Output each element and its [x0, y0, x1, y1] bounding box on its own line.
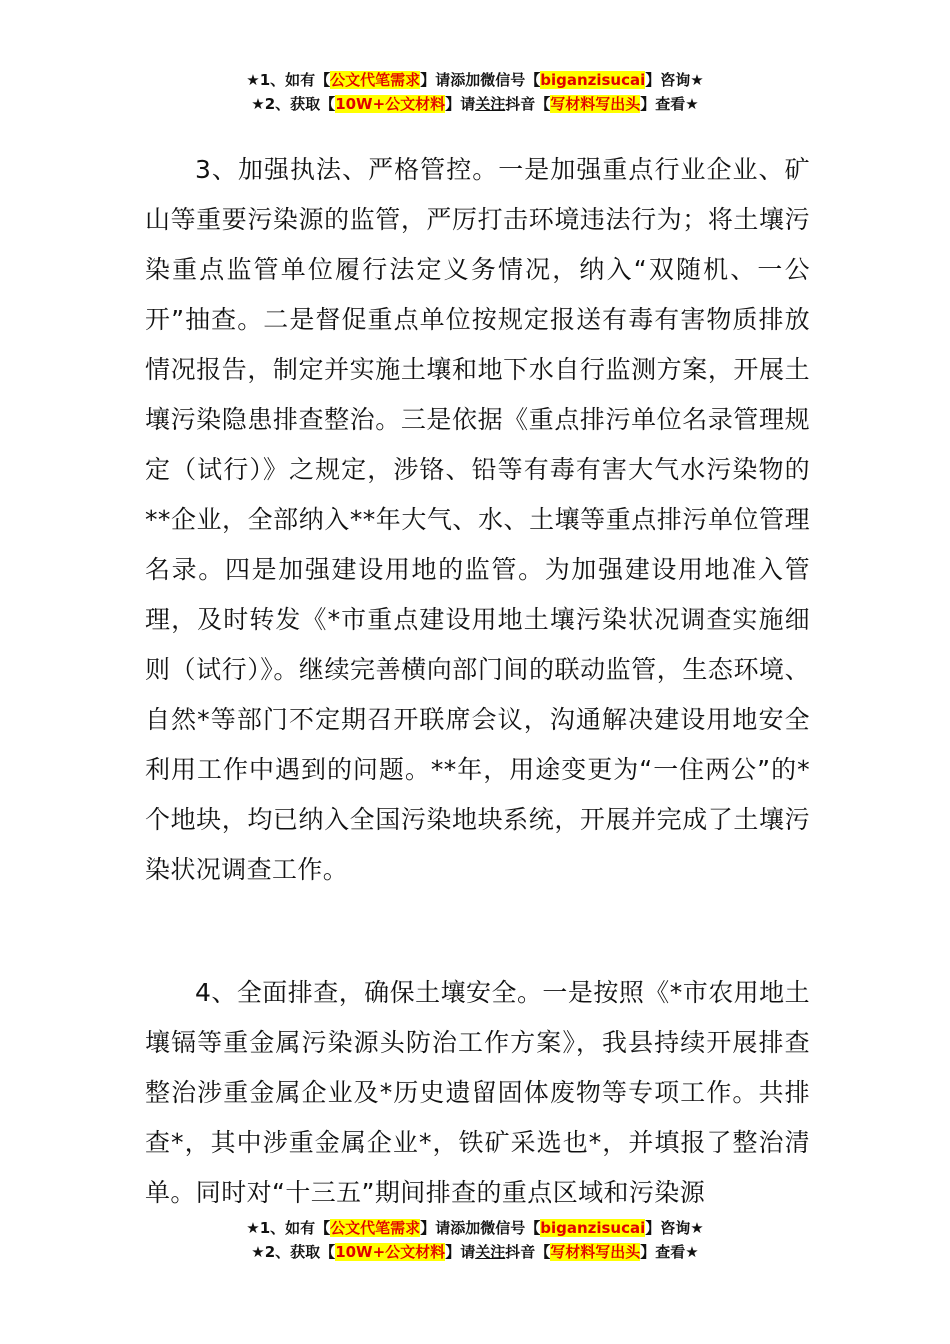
- banner-text: 】请添加微信号【: [420, 1219, 541, 1237]
- banner-text: 】查看★: [640, 1243, 699, 1261]
- footer-banner: [0, 1216, 950, 1264]
- banner-line-2: [0, 92, 950, 116]
- highlight-materials: 10W+公文材料: [335, 1243, 446, 1261]
- banner-text: 】查看★: [640, 95, 699, 113]
- highlight-materials: 10W+公文材料: [335, 95, 446, 113]
- banner-text: 抖音【: [505, 1243, 551, 1261]
- underlined-follow: 关注: [475, 95, 506, 113]
- banner-text: ★1、如有【: [246, 71, 331, 89]
- banner-text: 】请: [445, 95, 476, 113]
- header-banner: [0, 68, 950, 116]
- banner-text: 】咨询★: [645, 71, 704, 89]
- highlight-service: 公文代笔需求: [330, 1219, 421, 1237]
- highlight-wechat-id: biganzisucai: [540, 71, 646, 89]
- paragraph-3: 3、加强执法、严格管控。一是加强重点行业企业、矿山等重要污染源的监管，严厉打击环境违法行为；将土壤污染重点监管单位履行法定义务情况，纳入“双随机、一公开”抽查。二是督促重点单位按规定报送有毒有害物质排放情况报告，制定并实施土壤和地下水自行监测方案，开展土壤污染隐患排查整治。三是依据《重点排污单位名录管理规定（试行）》之规定，涉铬、铅等有毒有害大气水污染物的**企业，全部纳入**年大气、水、土壤等重点排污单位管理名录。四是加强建设用地的监管。为加强建设用地准入管理，及时转发《*市重点建设用地土壤污染状况调查实施细则（试行）》。继续完善横向部门间的联动监管，生态环境、自然*等部门不定期召开联席会议，沟通解决建设用地安全利用工作中遇到的问题。**年，用途变更为“一住两公”的*个地块，均已纳入全国污染地块系统，开展并完成了土壤污染状况调查工作。: [145, 155, 810, 884]
- banner-line-1: [0, 1216, 950, 1240]
- banner-text: 】请添加微信号【: [420, 71, 541, 89]
- banner-text: 】咨询★: [645, 1219, 704, 1237]
- highlight-douyin-account: 写材料写出头: [550, 1243, 641, 1261]
- paragraph-4: 4、全面排查，确保土壤安全。一是按照《*市农用地土壤镉等重金属污染源头防治工作方案》，我县持续开展排查整治涉重金属企业及*历史遗留固体废物等专项工作。共排查*，其中涉重金属企业*，铁矿采选也*，并填报了整治清单。同时对“十三五”期间排查的重点区域和污染源: [145, 978, 810, 1207]
- highlight-wechat-id: biganzisucai: [540, 1219, 646, 1237]
- banner-text: ★2、获取【: [251, 95, 336, 113]
- banner-text: ★2、获取【: [251, 1243, 336, 1261]
- highlight-service: 公文代笔需求: [330, 71, 421, 89]
- banner-text: 抖音【: [505, 95, 551, 113]
- banner-text: ★1、如有【: [246, 1219, 331, 1237]
- highlight-douyin-account: 写材料写出头: [550, 95, 641, 113]
- underlined-follow: 关注: [475, 1243, 506, 1261]
- banner-text: 】请: [445, 1243, 476, 1261]
- banner-line-2: [0, 1240, 950, 1264]
- banner-line-1: [0, 68, 950, 92]
